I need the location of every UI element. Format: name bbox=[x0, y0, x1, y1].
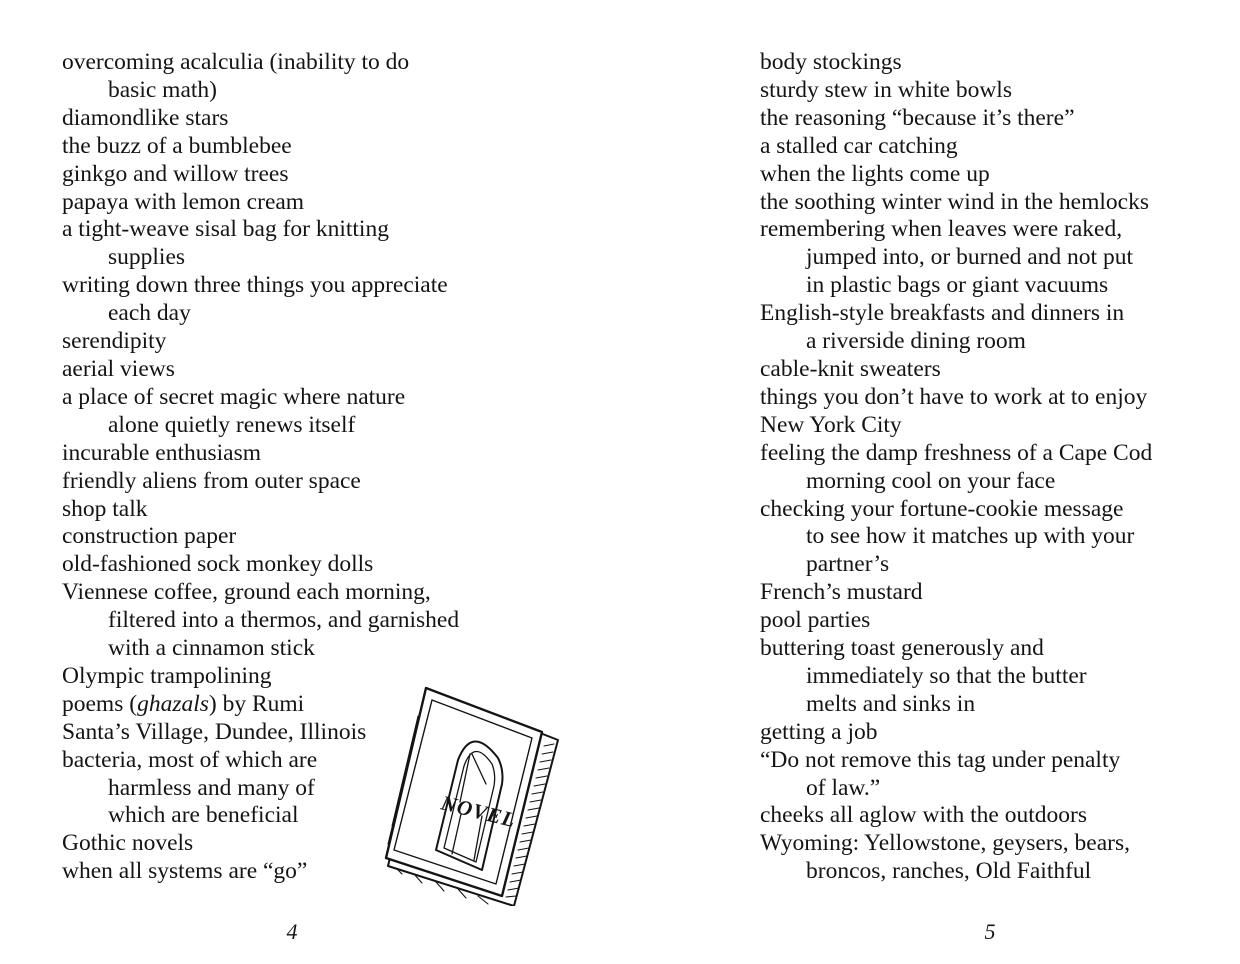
list-item-continuation: partner’s bbox=[806, 551, 890, 578]
list-item bbox=[62, 161, 532, 189]
list-item bbox=[62, 105, 532, 133]
list-item-line: cable-knit sweaters bbox=[760, 355, 941, 382]
right-page bbox=[760, 49, 1230, 886]
list-item-line: a tight-weave sisal bag for knitting bbox=[62, 216, 389, 243]
list-item-line: English-style breakfasts and dinners in bbox=[760, 300, 1125, 327]
list-item-line: checking your fortune-cookie message bbox=[760, 495, 1124, 522]
list-item-line: writing down three things you appreciate bbox=[62, 272, 448, 299]
list-item bbox=[760, 300, 1230, 356]
list-item bbox=[62, 133, 532, 161]
list-item bbox=[760, 830, 1230, 886]
list-item-line: sturdy stew in white bowls bbox=[760, 76, 1012, 103]
list-item-line: diamondlike stars bbox=[62, 104, 229, 131]
list-item bbox=[62, 496, 532, 524]
list-item-continuation: jumped into, or burned and not put bbox=[806, 244, 1133, 271]
list-item-continuation: broncos, ranches, Old Faithful bbox=[806, 858, 1092, 885]
list-item-line: ginkgo and willow trees bbox=[62, 160, 289, 187]
list-item-line: Wyoming: Yellowstone, geysers, bears, bbox=[760, 830, 1130, 857]
list-item-line: buttering toast generously and bbox=[760, 635, 1044, 662]
list-item-line: remembering when leaves were raked, bbox=[760, 216, 1123, 243]
list-item-line: shop talk bbox=[62, 495, 148, 522]
list-item-line: bacteria, most of which are bbox=[62, 746, 318, 773]
list-item bbox=[760, 356, 1230, 384]
list-item bbox=[760, 105, 1230, 133]
list-item bbox=[62, 551, 532, 579]
list-item bbox=[62, 216, 532, 272]
list-item-line: serendipity bbox=[62, 328, 167, 355]
list-item-continuation: a riverside dining room bbox=[806, 328, 1026, 355]
page-number-left: 4 bbox=[286, 919, 298, 944]
list-item bbox=[760, 216, 1230, 300]
list-item-continuation: melts and sinks in bbox=[806, 690, 976, 717]
list-item bbox=[760, 719, 1230, 747]
list-item-line: Olympic trampolining bbox=[62, 662, 272, 689]
list-item-continuation: harmless and many of bbox=[108, 774, 315, 801]
list-item-line: when all systems are “go” bbox=[62, 858, 308, 885]
list-item bbox=[760, 412, 1230, 440]
list-item-line: the reasoning “because it’s there” bbox=[760, 104, 1075, 131]
list-item-line: Gothic novels bbox=[62, 830, 194, 857]
list-item bbox=[62, 468, 532, 496]
text-run: ) by Rumi bbox=[208, 690, 305, 717]
list-item-line: things you don’t have to work at to enjoy bbox=[760, 383, 1148, 410]
list-item-line: body stockings bbox=[760, 49, 902, 75]
list-item-line: the soothing winter wind in the hemlocks bbox=[760, 188, 1150, 215]
list-item-line: construction paper bbox=[62, 523, 237, 550]
list-item-continuation: which are beneficial bbox=[108, 802, 299, 829]
list-item-continuation: each day bbox=[108, 300, 191, 327]
list-item-line: a place of secret magic where nature bbox=[62, 383, 406, 410]
list-item bbox=[760, 49, 1230, 77]
list-item-continuation: in plastic bags or giant vacuums bbox=[806, 272, 1109, 299]
list-item bbox=[760, 607, 1230, 635]
list-item-continuation: morning cool on your face bbox=[806, 467, 1056, 494]
list-item-line: aerial views bbox=[62, 355, 175, 382]
list-item-continuation: to see how it matches up with your bbox=[806, 523, 1135, 550]
list-item-line: incurable enthusiasm bbox=[62, 439, 262, 466]
list-item-line: the buzz of a bumblebee bbox=[62, 132, 292, 159]
list-item bbox=[62, 356, 532, 384]
novel-cover-text: NOVEL bbox=[438, 790, 519, 833]
list-item bbox=[760, 496, 1230, 580]
list-item bbox=[62, 328, 532, 356]
list-item-continuation: with a cinnamon stick bbox=[108, 635, 315, 662]
list-item-line: friendly aliens from outer space bbox=[62, 467, 361, 494]
text-run: poems ( bbox=[62, 690, 138, 717]
list-item bbox=[62, 272, 532, 328]
list-item bbox=[62, 579, 532, 663]
list-item-line: feeling the damp freshness of a Cape Cod bbox=[760, 439, 1153, 466]
list-item bbox=[62, 189, 532, 217]
list-item-continuation: basic math) bbox=[108, 76, 217, 103]
list-item-line: Santa’s Village, Dundee, Illinois bbox=[62, 718, 367, 745]
list-item bbox=[760, 440, 1230, 496]
list-item bbox=[760, 189, 1230, 217]
list-item bbox=[62, 523, 532, 551]
list-item-line: “Do not remove this tag under penalty bbox=[760, 746, 1121, 773]
list-item-line: getting a job bbox=[760, 718, 878, 745]
list-item bbox=[760, 802, 1230, 830]
italic-title: ghazals bbox=[137, 690, 209, 717]
page-number-right: 5 bbox=[984, 919, 996, 944]
list-item-continuation: immediately so that the butter bbox=[806, 662, 1087, 689]
list-item-line: when the lights come up bbox=[760, 160, 990, 187]
novel-book-icon bbox=[378, 684, 568, 906]
list-item bbox=[760, 133, 1230, 161]
list-item bbox=[760, 77, 1230, 105]
list-item bbox=[760, 579, 1230, 607]
list-item bbox=[62, 384, 532, 440]
list-item-line: a stalled car catching bbox=[760, 132, 958, 159]
list-item-line: papaya with lemon cream bbox=[62, 188, 305, 215]
list-item-line: New York City bbox=[760, 411, 902, 438]
list-item-continuation: filtered into a thermos, and garnished bbox=[108, 607, 460, 634]
list-item bbox=[760, 161, 1230, 189]
list-item bbox=[760, 384, 1230, 412]
list-item bbox=[760, 747, 1230, 803]
list-item bbox=[62, 49, 532, 105]
list-item-line: cheeks all aglow with the outdoors bbox=[760, 802, 1087, 829]
list-item bbox=[62, 440, 532, 468]
list-item-line: overcoming acalculia (inability to do bbox=[62, 49, 410, 75]
list-item-continuation: supplies bbox=[108, 244, 186, 271]
list-item-line: French’s mustard bbox=[760, 579, 923, 606]
list-item-line: old-fashioned sock monkey dolls bbox=[62, 551, 374, 578]
list-item-continuation: of law.” bbox=[806, 774, 881, 801]
list-item-line: Viennese coffee, ground each morning, bbox=[62, 579, 431, 606]
list-item bbox=[760, 635, 1230, 719]
list-item-line: pool parties bbox=[760, 607, 871, 634]
list-item-continuation: alone quietly renews itself bbox=[108, 411, 356, 438]
